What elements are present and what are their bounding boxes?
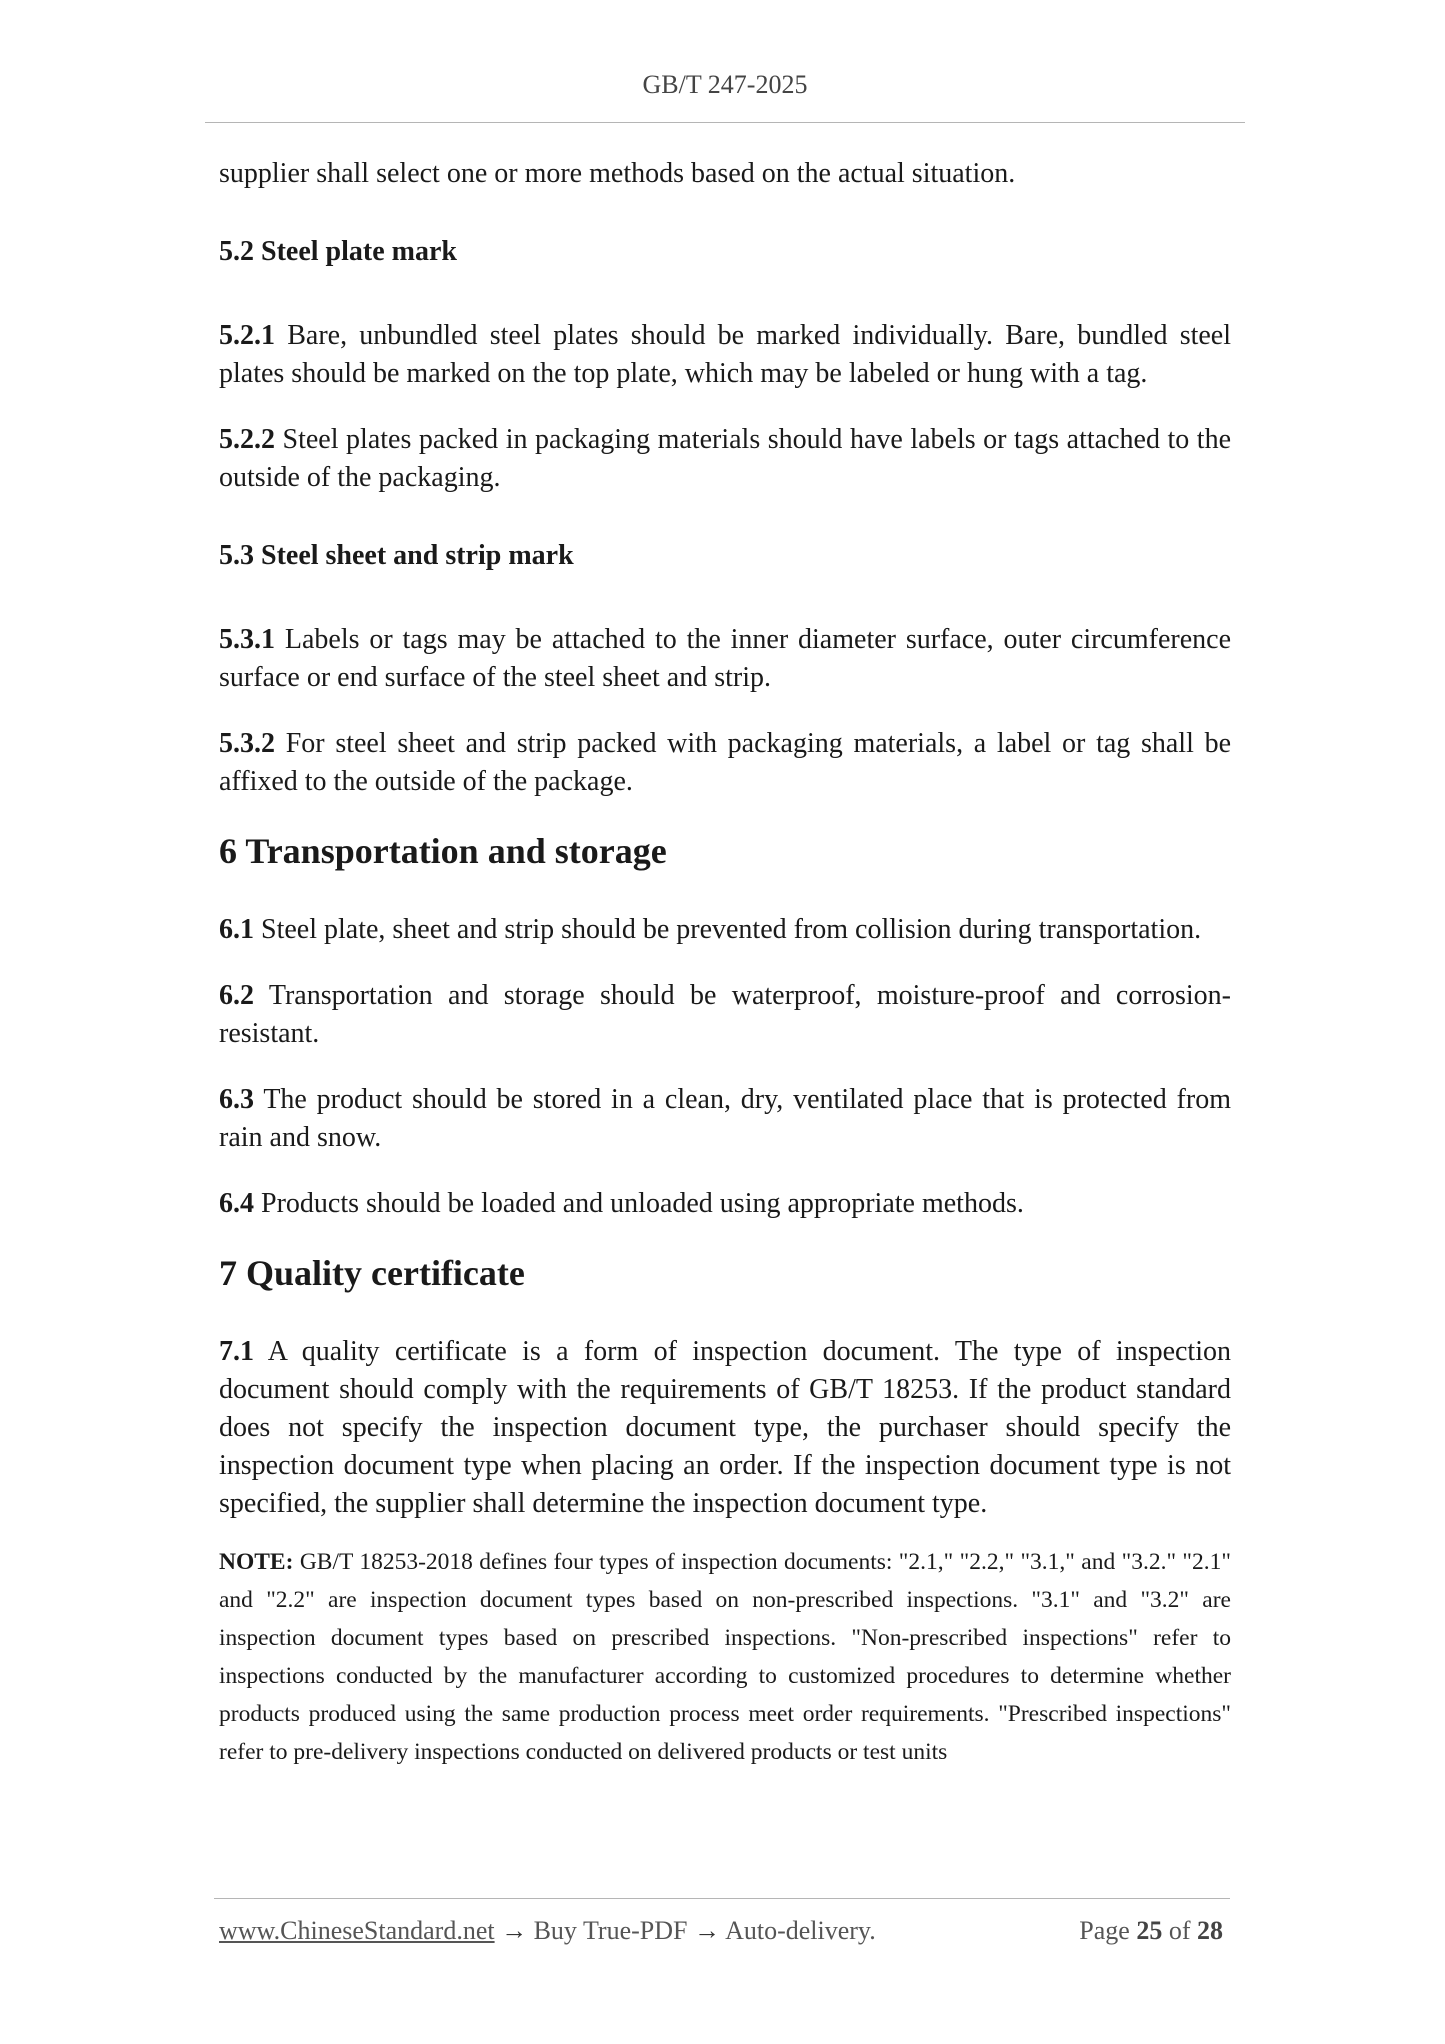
paragraph-5-2-1 (219, 317, 1231, 393)
header-divider (205, 122, 1245, 123)
paragraph-6-2 (219, 977, 1231, 1053)
footer-divider (214, 1898, 1230, 1899)
page-current: 25 (1136, 1916, 1163, 1945)
clause-text: For steel sheet and strip packed with packaging materials, a label or tag shall be affixed to the outside of the package. (219, 728, 1231, 797)
clause-number: 7.1 (219, 1336, 254, 1367)
heading-6: 6 Transportation and storage (219, 831, 667, 871)
page-footer (219, 1916, 1231, 1946)
clause-text: Labels or tags may be attached to the inner diameter surface, outer circumference surface or end surface of the steel sheet and strip. (219, 624, 1231, 693)
paragraph-5-3-2 (219, 725, 1231, 801)
clause-number: 6.1 (219, 914, 254, 945)
paragraph-5-2-2 (219, 421, 1231, 497)
heading-5-2: 5.2 Steel plate mark (219, 236, 457, 267)
paragraph-6-3 (219, 1081, 1231, 1157)
note-paragraph (219, 1543, 1231, 1771)
website-link[interactable]: www.ChineseStandard.net (219, 1916, 495, 1945)
clause-number: 5.3.1 (219, 624, 275, 655)
clause-text: Bare, unbundled steel plates should be marked individually. Bare, bundled steel plates should be marked on the top plate, which may be labeled or hung with a tag. (219, 320, 1231, 389)
paragraph-intro: supplier shall select one or more methods based on the actual situation. (219, 158, 1016, 189)
note-label: NOTE: (219, 1549, 294, 1575)
page-label: Page (1079, 1916, 1130, 1945)
note-text: GB/T 18253-2018 defines four types of inspection documents: "2.1," "2.2," "3.1," and "3.2." "2.1" and "2.2" are inspection document types based on non-prescribed inspections. "3.1" and "3.2" are inspection document types based on prescribed inspections. "Non-prescribed inspections" refer to inspections conducted by the manufacturer according to customized procedures to determine whether products produced using the same production process meet order requirements. "Prescribed inspections" refer to pre-delivery inspections conducted on delivered products or test units (219, 1549, 1231, 1765)
clause-number: 5.2.2 (219, 424, 275, 455)
paragraph-6-1 (219, 911, 1231, 949)
clause-text: Products should be loaded and unloaded using appropriate methods. (254, 1188, 1024, 1219)
heading-7: 7 Quality certificate (219, 1253, 525, 1293)
paragraph-7-1 (219, 1333, 1231, 1523)
clause-text: A quality certificate is a form of inspection document. The type of inspection document should comply with the requirements of GB/T 18253. If the product standard does not specify the inspection document type, the purchaser should specify the inspection document type when placing an order. If the inspection document type is not specified, the supplier shall determine the inspection document type. (219, 1336, 1231, 1519)
page-total: 28 (1197, 1916, 1223, 1945)
page-of: of (1168, 1916, 1191, 1945)
page-indicator (1079, 1916, 1223, 1946)
clause-text: Transportation and storage should be waterproof, moisture-proof and corrosion-resistant. (219, 980, 1231, 1049)
running-header: GB/T 247-2025 (642, 70, 808, 99)
clause-number: 6.3 (219, 1084, 254, 1115)
clause-text: The product should be stored in a clean, dry, ventilated place that is protected from rain and snow. (219, 1084, 1231, 1153)
buy-pdf-text: Buy True-PDF (527, 1916, 694, 1945)
page-body (219, 155, 1231, 1771)
clause-number: 5.3.2 (219, 728, 275, 759)
clause-number: 6.4 (219, 1188, 254, 1219)
paragraph-5-3-1 (219, 621, 1231, 697)
clause-number: 5.2.1 (219, 320, 275, 351)
arrow-right-icon: → (694, 1916, 720, 1945)
arrow-right-icon: → (501, 1916, 528, 1945)
clause-number: 6.2 (219, 980, 254, 1011)
auto-delivery-text: Auto-delivery. (720, 1916, 876, 1945)
clause-text: Steel plates packed in packaging materials should have labels or tags attached to the outside of the packaging. (219, 424, 1231, 493)
heading-5-3: 5.3 Steel sheet and strip mark (219, 540, 574, 571)
clause-text: Steel plate, sheet and strip should be prevented from collision during transportation. (254, 914, 1202, 945)
paragraph-6-4 (219, 1185, 1231, 1223)
